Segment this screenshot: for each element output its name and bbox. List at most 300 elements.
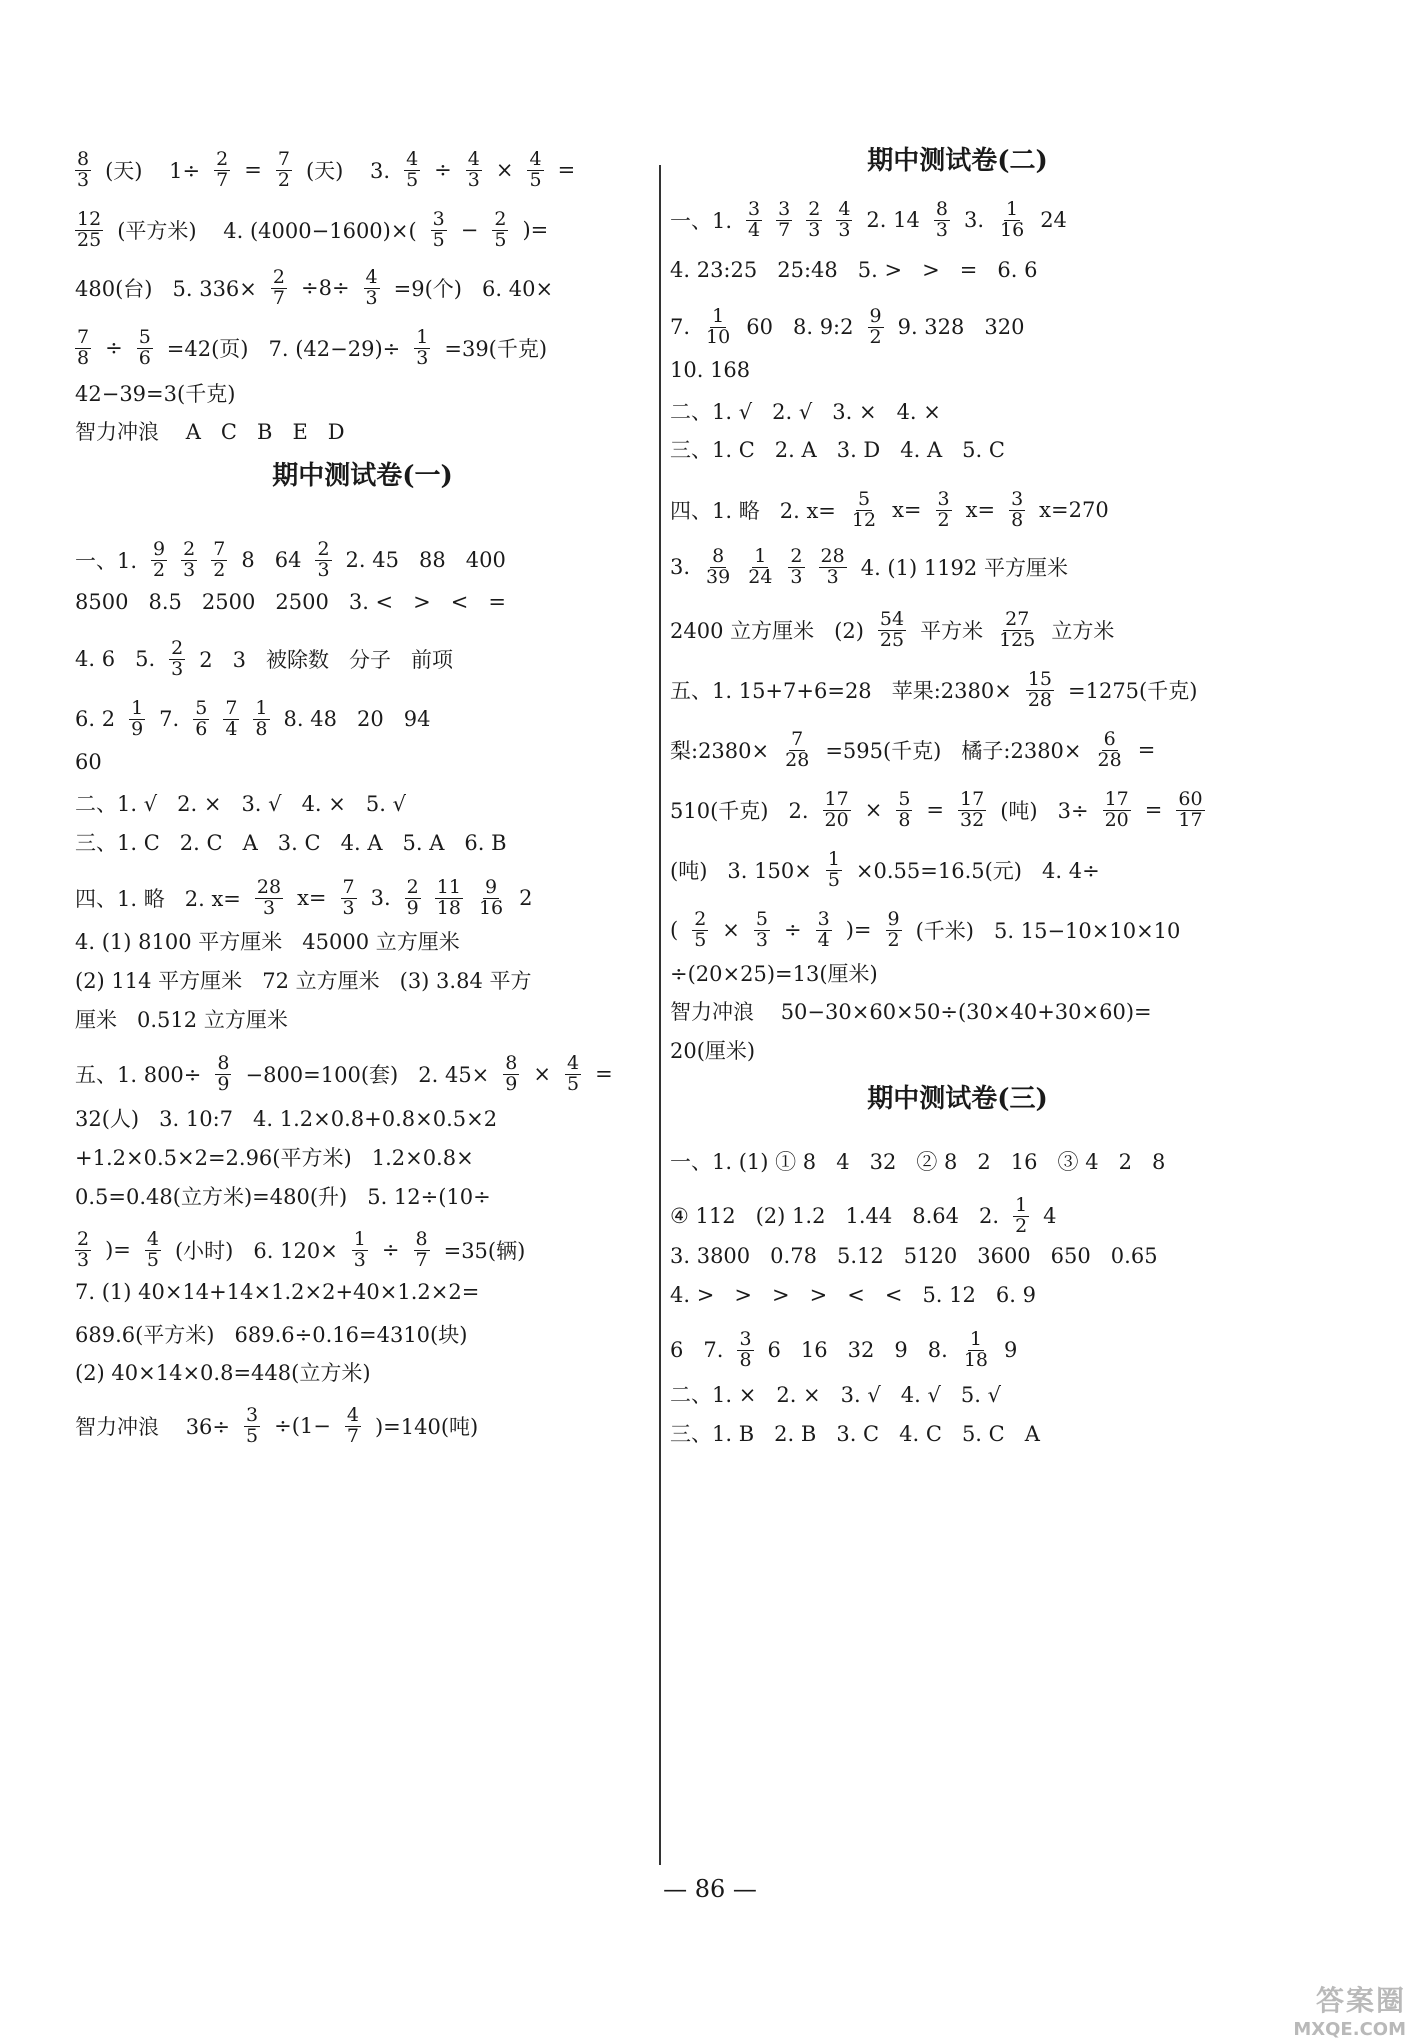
fraction-denominator: 16 xyxy=(478,896,504,919)
fraction xyxy=(345,1406,361,1447)
fraction xyxy=(169,639,185,680)
answer-line xyxy=(75,1004,288,1034)
fraction xyxy=(341,878,357,919)
fraction-numerator: 8 xyxy=(77,148,90,170)
fraction-numerator: 12 xyxy=(77,208,102,230)
fraction xyxy=(315,540,331,581)
fraction-denominator: 3 xyxy=(183,558,196,581)
fraction-numerator: 28 xyxy=(256,876,282,898)
fraction-numerator: 2 xyxy=(317,538,330,560)
fraction-denominator: 3 xyxy=(353,1248,366,1271)
fraction-denominator: 32 xyxy=(960,808,985,831)
fraction-denominator: 2 xyxy=(937,508,950,531)
answer-line xyxy=(670,358,750,382)
fraction-numerator: 8 xyxy=(712,545,725,567)
fraction-numerator: 3 xyxy=(817,908,830,930)
answer-text: (天) 3. xyxy=(305,159,391,184)
answer-line xyxy=(75,1280,479,1304)
fraction-numerator: 5 xyxy=(138,326,151,348)
fraction-denominator: 2 xyxy=(213,558,226,581)
answer-text: 3. xyxy=(370,886,391,911)
answer-line xyxy=(670,790,1205,831)
answer-text: 2 3 被除数 分子 前项 xyxy=(199,648,454,673)
fraction xyxy=(823,790,851,831)
answer-line xyxy=(75,1181,491,1211)
answer-text: 五、1. 800÷ xyxy=(75,1063,202,1088)
answer-text: 3. xyxy=(963,208,984,233)
fraction xyxy=(352,1230,368,1271)
answer-text: x=270 xyxy=(1039,498,1109,523)
fraction-denominator: 12 xyxy=(851,508,877,531)
fraction-denominator: 5 xyxy=(146,1248,159,1271)
fraction xyxy=(746,200,762,241)
answer-text: ÷(1− xyxy=(274,1414,331,1439)
fraction-denominator: 20 xyxy=(1104,808,1129,831)
fraction-denominator: 20 xyxy=(824,808,849,831)
answer-line xyxy=(75,878,533,919)
fraction-denominator: 9 xyxy=(217,1072,230,1095)
answer-text: 480(台) 5. 336× xyxy=(75,277,257,302)
fraction xyxy=(886,910,902,951)
fraction xyxy=(211,540,227,581)
fraction-numerator: 4 xyxy=(365,266,378,288)
answer-line xyxy=(670,547,1068,588)
answer-line xyxy=(75,1230,525,1271)
fraction-denominator: 6 xyxy=(138,346,151,369)
fraction xyxy=(754,910,770,951)
answer-line xyxy=(75,639,453,680)
fraction-denominator: 10 xyxy=(706,325,731,348)
fraction xyxy=(565,1054,581,1095)
fraction-denominator: 7 xyxy=(415,1248,428,1271)
fraction xyxy=(997,610,1037,651)
fraction-numerator: 7 xyxy=(213,538,226,560)
fraction-denominator: 9 xyxy=(131,717,144,740)
fraction-denominator: 2 xyxy=(277,168,290,191)
fraction-denominator: 3 xyxy=(790,565,803,588)
fraction-denominator: 125 xyxy=(999,628,1036,651)
fraction-numerator: 1 xyxy=(827,848,840,870)
answer-text: )= xyxy=(105,1238,131,1263)
answer-line xyxy=(670,1418,1040,1448)
answer-text: = xyxy=(244,158,262,183)
fraction-numerator: 3 xyxy=(937,488,950,510)
fraction-numerator: 2 xyxy=(694,908,707,930)
fraction-denominator: 5 xyxy=(529,168,542,191)
fraction-numerator: 4 xyxy=(146,1228,159,1250)
answer-text: (2) 40×14×0.8=448(立方米) xyxy=(75,1361,371,1385)
fraction-numerator: 2 xyxy=(216,148,229,170)
answer-line xyxy=(670,996,1152,1026)
answer-text: (吨) 3. 150× xyxy=(670,859,812,884)
fraction-denominator: 5 xyxy=(827,868,840,891)
answer-text: ( xyxy=(670,918,679,943)
fraction xyxy=(271,268,287,309)
fraction xyxy=(193,699,209,740)
fraction xyxy=(896,790,912,831)
answer-line xyxy=(75,268,553,309)
answer-text: 4. (1) 8100 平方厘米 45000 立方厘米 xyxy=(75,930,460,954)
answer-text: 2400 立方厘米 (2) xyxy=(670,619,864,644)
column-divider xyxy=(659,165,661,1865)
answer-text: 四、1. 略 2. x= xyxy=(75,887,241,912)
answer-line xyxy=(75,750,102,774)
fraction-denominator: 7 xyxy=(778,218,791,241)
fraction-numerator: 4 xyxy=(566,1052,580,1074)
fraction-numerator: 9 xyxy=(153,538,166,560)
fraction xyxy=(1009,490,1025,531)
answer-text: 7. xyxy=(670,315,691,340)
fraction xyxy=(276,150,292,191)
fraction xyxy=(129,699,145,740)
fraction xyxy=(527,150,543,191)
fraction-numerator: 5 xyxy=(857,488,871,510)
fraction-denominator: 24 xyxy=(748,565,773,588)
answer-text: 智力冲浪 36÷ xyxy=(75,1415,231,1440)
fraction-denominator: 8 xyxy=(255,717,268,740)
answer-line xyxy=(75,926,460,956)
answer-text: 4. 23:25 25:48 5. > > = 6. 6 xyxy=(670,258,1038,282)
fraction xyxy=(704,307,732,348)
fraction-denominator: 5 xyxy=(406,168,419,191)
answer-text: 2. 14 xyxy=(866,208,920,233)
answer-line xyxy=(75,1319,467,1349)
answer-text: )= xyxy=(522,218,549,243)
fraction-numerator: 3 xyxy=(748,198,761,220)
answer-text: (吨) 3÷ xyxy=(1000,799,1089,824)
answer-text: − xyxy=(460,218,479,243)
fraction xyxy=(145,1230,161,1271)
answer-text: 42−39=3(千克) xyxy=(75,382,236,406)
fraction-numerator: 4 xyxy=(838,198,851,220)
fraction xyxy=(958,790,986,831)
answer-text: × xyxy=(864,798,883,823)
fraction-numerator: 7 xyxy=(77,326,90,348)
fraction-numerator: 1 xyxy=(131,697,144,719)
answer-text: 智力冲浪 50−30×60×50÷(30×40+30×60)= xyxy=(670,1000,1152,1024)
answer-line xyxy=(670,670,1197,711)
fraction xyxy=(737,1330,753,1371)
fraction-numerator: 6 xyxy=(1103,728,1116,750)
fraction-denominator: 3 xyxy=(935,218,948,241)
section-heading: 期中测试卷(二) xyxy=(867,146,1048,176)
fraction xyxy=(998,200,1026,241)
fraction xyxy=(1176,790,1204,831)
page-number: — 86 — xyxy=(663,1875,757,1903)
fraction xyxy=(1026,670,1054,711)
fraction-numerator: 3 xyxy=(1011,488,1024,510)
fraction xyxy=(826,850,842,891)
answer-line xyxy=(75,788,406,818)
fraction xyxy=(936,490,952,531)
answer-line xyxy=(670,850,1100,891)
answer-line xyxy=(670,200,1067,241)
answer-text: −800=100(套) 2. 45× xyxy=(245,1063,490,1088)
answer-text: 二、1. √ 2. √ 3. × 4. × xyxy=(670,400,941,424)
fraction xyxy=(244,1406,260,1447)
fraction xyxy=(868,307,884,348)
fraction-numerator: 1 xyxy=(1015,1194,1028,1216)
answer-line xyxy=(75,1103,497,1133)
fraction-denominator: 3 xyxy=(826,565,839,588)
answer-text: 五、1. 15+7+6=28 苹果:2380× xyxy=(670,679,1012,704)
answer-line xyxy=(75,1142,474,1172)
answer-text: 2. 45 88 400 xyxy=(345,548,506,573)
fraction-denominator: 2 xyxy=(153,558,166,581)
fraction-denominator: 7 xyxy=(346,1424,359,1447)
answer-text: =595(千克) 橘子:2380× xyxy=(825,739,1082,764)
fraction-numerator: 4 xyxy=(467,148,480,170)
fraction-numerator: 28 xyxy=(820,545,845,567)
fraction xyxy=(214,150,230,191)
answer-line xyxy=(670,396,941,426)
answer-line xyxy=(75,590,506,614)
fraction-denominator: 8 xyxy=(898,808,911,831)
answer-text: × xyxy=(533,1062,551,1087)
answer-text: = xyxy=(1137,738,1156,763)
answer-text: 8 64 xyxy=(241,548,302,573)
answer-line xyxy=(670,910,1180,951)
fraction-denominator: 3 xyxy=(317,558,330,581)
answer-text: 智力冲浪 A C B E D xyxy=(75,420,345,444)
answer-text: 8500 8.5 2500 2500 3. < > < = xyxy=(75,590,507,614)
answer-text: 10. 168 xyxy=(670,358,751,382)
fraction xyxy=(364,268,380,309)
fraction-denominator: 28 xyxy=(1027,688,1052,711)
answer-text: 厘米 0.512 立方厘米 xyxy=(75,1008,288,1032)
answer-text: 20(厘米) xyxy=(670,1039,756,1063)
answer-text: 3. xyxy=(670,555,691,580)
answer-line xyxy=(75,827,507,857)
fraction xyxy=(435,878,463,919)
fraction-denominator: 18 xyxy=(963,1348,989,1371)
fraction-denominator: 9 xyxy=(505,1072,518,1095)
answer-text: 8. 48 20 94 xyxy=(283,707,431,732)
fraction-numerator: 2 xyxy=(808,198,821,220)
fraction-numerator: 17 xyxy=(1104,788,1129,810)
answer-line xyxy=(75,1406,478,1447)
answer-line xyxy=(670,1035,755,1065)
fraction xyxy=(405,878,421,919)
answer-text: =35(辆) xyxy=(443,1239,526,1264)
answer-text: 60 xyxy=(75,750,102,774)
fraction-denominator: 4 xyxy=(817,928,830,951)
answer-text: = xyxy=(557,158,576,183)
answer-text: =39(千克) xyxy=(444,337,548,362)
answer-text: ÷8÷ xyxy=(300,276,350,301)
answer-line xyxy=(670,610,1114,651)
answer-text: ÷ xyxy=(105,336,123,361)
answer-text: )= xyxy=(845,918,872,943)
fraction-numerator: 15 xyxy=(1027,668,1052,690)
fraction-numerator: 3 xyxy=(246,1404,259,1426)
fraction xyxy=(704,547,732,588)
fraction xyxy=(466,150,482,191)
fraction-denominator: 3 xyxy=(342,896,355,919)
answer-text: 平方米 xyxy=(920,619,984,644)
answer-text: 510(千克) 2. xyxy=(670,799,809,824)
fraction-numerator: 11 xyxy=(436,876,461,898)
answer-text: (平方米) 4. (4000−1600)×( xyxy=(117,219,417,244)
fraction-numerator: 3 xyxy=(432,208,445,230)
fraction-numerator: 1 xyxy=(969,1328,982,1350)
answer-text: 7. (1) 40×14+14×1.2×2+40×1.2×2= xyxy=(75,1280,480,1304)
section-heading: 期中测试卷(一) xyxy=(272,461,453,491)
answer-text: 0.5=0.48(立方米)=480(升) 5. 12÷(10÷ xyxy=(75,1185,491,1209)
fraction-numerator: 3 xyxy=(739,1328,752,1350)
answer-line xyxy=(75,1357,371,1387)
answer-text: 四、1. 略 2. x= xyxy=(670,499,836,524)
answer-text: 三、1. B 2. B 3. C 4. C 5. C A xyxy=(670,1422,1040,1446)
answer-text: ④ 112 (2) 1.2 1.44 8.64 2. xyxy=(670,1204,1000,1229)
fraction-denominator: 3 xyxy=(755,928,768,951)
answer-text: 4. 6 5. xyxy=(75,647,156,672)
answer-line xyxy=(670,730,1155,771)
fraction-numerator: 1 xyxy=(754,545,767,567)
answer-text: )=140(吨) xyxy=(374,1415,479,1440)
fraction xyxy=(75,150,91,191)
answer-text: 一、1. (1) ① 8 4 32 ② 8 2 16 ③ 4 2 8 xyxy=(670,1150,1166,1174)
fraction xyxy=(746,547,774,588)
fraction-denominator: 25 xyxy=(77,228,102,251)
answer-text: 三、1. C 2. C A 3. C 4. A 5. A 6. B xyxy=(75,831,507,855)
answer-text: x= xyxy=(297,886,327,911)
fraction xyxy=(431,210,447,251)
answer-line xyxy=(670,958,878,988)
fraction-denominator: 16 xyxy=(1000,218,1025,241)
fraction-denominator: 2 xyxy=(1015,1214,1028,1237)
answer-text: =1275(千克) xyxy=(1068,679,1198,704)
answer-text: = xyxy=(595,1062,613,1087)
fraction-numerator: 54 xyxy=(879,608,905,630)
watermark-logo: 答案圈 MXQE.COM xyxy=(1293,1984,1406,2040)
fraction-denominator: 3 xyxy=(416,346,429,369)
answer-line xyxy=(75,699,430,740)
fraction-numerator: 5 xyxy=(755,908,768,930)
fraction-numerator: 4 xyxy=(529,148,542,170)
answer-text: = xyxy=(926,798,945,823)
fraction-denominator: 3 xyxy=(467,168,480,191)
fraction-denominator: 3 xyxy=(808,218,821,241)
answer-text: 3. 3800 0.78 5.12 5120 3600 650 0.65 xyxy=(670,1244,1158,1268)
fraction xyxy=(806,200,822,241)
answer-text: 立方米 xyxy=(1051,619,1115,644)
fraction xyxy=(788,547,804,588)
fraction xyxy=(223,699,239,740)
fraction xyxy=(215,1054,231,1095)
fraction-denominator: 5 xyxy=(432,228,445,251)
answer-text: ×0.55=16.5(元) 4. 4÷ xyxy=(855,859,1100,884)
answer-text: 一、1. xyxy=(75,549,138,574)
answer-text: 2 xyxy=(519,886,533,911)
fraction-denominator: 3 xyxy=(171,657,184,680)
answer-line xyxy=(75,540,506,581)
answer-text: +1.2×0.5×2=2.96(平方米) 1.2×0.8× xyxy=(75,1146,474,1170)
fraction-denominator: 18 xyxy=(436,896,461,919)
fraction-numerator: 60 xyxy=(1178,788,1203,810)
section-heading: 期中测试卷(三) xyxy=(867,1084,1048,1114)
answer-text: 689.6(平方米) 689.6÷0.16=4310(块) xyxy=(75,1323,468,1347)
fraction-numerator: 2 xyxy=(406,876,419,898)
fraction xyxy=(75,210,103,251)
fraction-denominator: 3 xyxy=(77,168,90,191)
answer-text: =42(页) 7. (42−29)÷ xyxy=(166,337,401,362)
answer-text: 一、1. xyxy=(670,209,733,234)
fraction xyxy=(75,328,91,369)
answer-text: ÷(20×25)=13(厘米) xyxy=(670,962,878,986)
fraction xyxy=(816,910,832,951)
answer-text: 32(人) 3. 10:7 4. 1.2×0.8+0.8×0.5×2 xyxy=(75,1107,498,1131)
fraction-numerator: 7 xyxy=(791,728,804,750)
fraction-numerator: 2 xyxy=(171,637,184,659)
fraction xyxy=(75,1230,91,1271)
fraction xyxy=(255,878,283,919)
fraction-numerator: 1 xyxy=(712,305,725,327)
fraction-numerator: 9 xyxy=(887,908,900,930)
fraction-numerator: 1 xyxy=(353,1228,366,1250)
answer-line xyxy=(670,1379,1001,1409)
fraction-numerator: 1 xyxy=(255,697,268,719)
fraction-denominator: 17 xyxy=(1178,808,1203,831)
fraction-denominator: 28 xyxy=(1097,748,1122,771)
answer-line xyxy=(670,434,1005,464)
answer-text: ÷ xyxy=(784,918,802,943)
fraction xyxy=(878,610,906,651)
fraction-denominator: 39 xyxy=(706,565,731,588)
fraction-numerator: 9 xyxy=(869,305,882,327)
answer-text: (天) 1÷ xyxy=(105,159,201,184)
fraction xyxy=(253,699,269,740)
fraction xyxy=(503,1054,519,1095)
answer-text: × xyxy=(722,918,740,943)
answer-text: =9(个) 6. 40× xyxy=(393,277,554,302)
fraction-numerator: 17 xyxy=(824,788,849,810)
answer-text: 4. (1) 1192 平方厘米 xyxy=(860,556,1068,581)
fraction xyxy=(850,490,878,531)
fraction xyxy=(962,1330,990,1371)
fraction xyxy=(783,730,811,771)
answer-text: x= xyxy=(892,498,922,523)
fraction-denominator: 8 xyxy=(77,346,90,369)
fraction-numerator: 17 xyxy=(960,788,985,810)
fraction-numerator: 7 xyxy=(277,148,290,170)
answer-text: (2) 114 平方厘米 72 立方厘米 (3) 3.84 平方 xyxy=(75,969,532,993)
answer-line xyxy=(75,210,548,251)
fraction xyxy=(836,200,852,241)
answer-text: 60 8. 9:2 xyxy=(746,315,854,340)
fraction xyxy=(492,210,508,251)
answer-text: 二、1. √ 2. × 3. √ 4. × 5. √ xyxy=(75,792,406,816)
fraction-numerator: 9 xyxy=(485,876,498,898)
fraction-denominator: 5 xyxy=(246,1424,259,1447)
fraction-denominator: 28 xyxy=(785,748,810,771)
fraction-numerator: 2 xyxy=(494,208,507,230)
answer-text: 7. xyxy=(159,707,180,732)
answer-text: 梨:2380× xyxy=(670,739,770,764)
answer-text: 9 xyxy=(1004,1338,1018,1363)
fraction-numerator: 2 xyxy=(790,545,803,567)
fraction xyxy=(151,540,167,581)
fraction-numerator: 2 xyxy=(272,266,285,288)
fraction-denominator: 2 xyxy=(869,325,882,348)
answer-text: 4 xyxy=(1043,1204,1057,1229)
fraction-denominator: 8 xyxy=(1011,508,1024,531)
answer-line xyxy=(75,1054,613,1095)
fraction-numerator: 8 xyxy=(217,1052,230,1074)
answer-text: 二、1. × 2. × 3. √ 4. √ 5. √ xyxy=(670,1383,1001,1407)
fraction xyxy=(776,200,792,241)
fraction-denominator: 7 xyxy=(272,286,285,309)
